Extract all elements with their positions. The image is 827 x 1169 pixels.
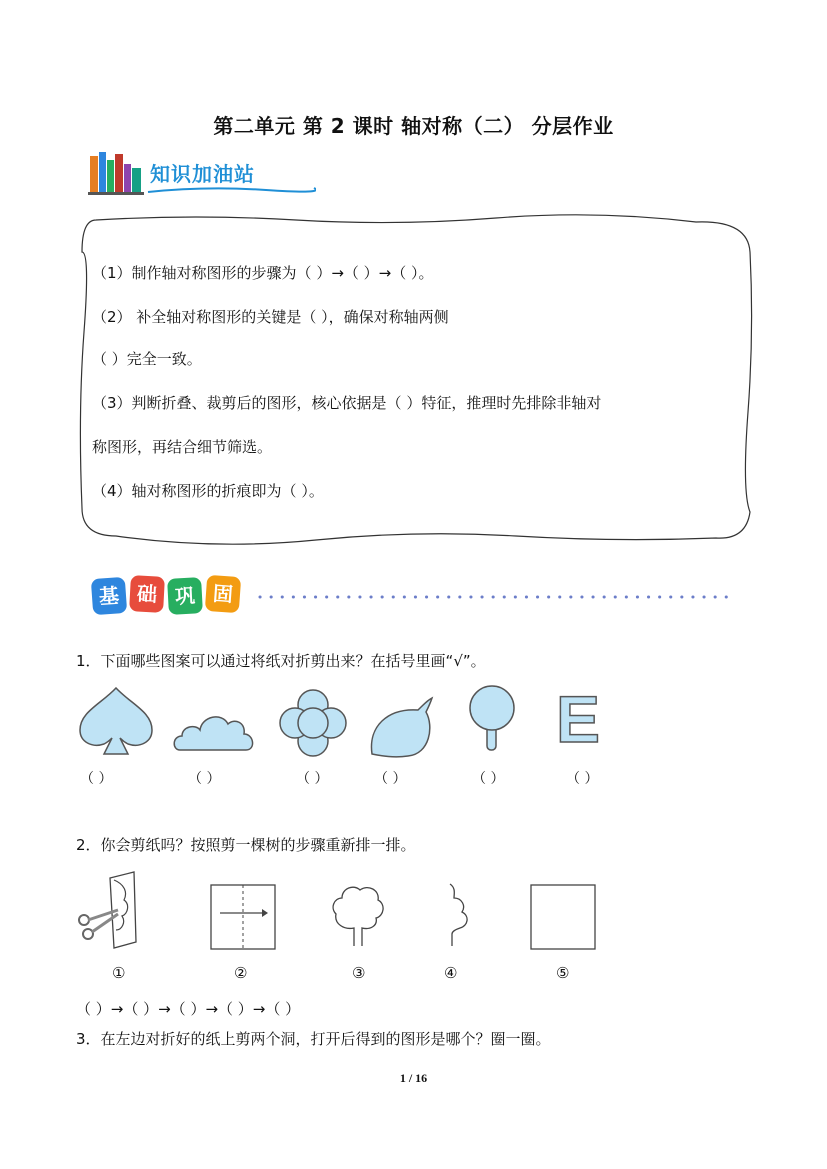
knowledge-line-6: （4）轴对称图形的折痕即为（ ）。 — [92, 482, 324, 500]
knowledge-line-5: 称图形，再结合细节筛选。 — [92, 438, 273, 456]
cloud-shape — [170, 706, 256, 756]
knowledge-line-1: （1）制作轴对称图形的步骤为（ ）→（ ）→（ ）。 — [92, 264, 434, 282]
banner-underline — [146, 184, 316, 196]
page-title: 第二单元 第 2 课时 轴对称（二） 分层作业 — [213, 114, 614, 138]
knowledge-banner — [88, 150, 318, 198]
half-tree-icon — [440, 882, 480, 948]
leaf-shape — [368, 696, 438, 760]
basics-tile-3: 巩 — [167, 577, 203, 615]
letter-e-shape: E — [556, 682, 601, 756]
basics-tile-4: 固 — [205, 575, 241, 613]
answer-paren-4[interactable]: （ ） — [374, 771, 407, 787]
knowledge-line-2: （2） 补全轴对称图形的关键是（ ），确保对称轴两侧 — [92, 308, 449, 326]
basics-banner — [88, 574, 748, 622]
books-icon — [88, 150, 144, 196]
step-label-1: ① — [112, 964, 126, 982]
step-label-2: ② — [234, 964, 248, 982]
step-label-3: ③ — [352, 964, 366, 982]
answer-paren-2[interactable]: （ ） — [188, 771, 221, 787]
folded-paper-icon — [210, 884, 276, 950]
tree-shape — [462, 684, 522, 754]
knowledge-banner-text: 知识加油站 — [150, 162, 255, 186]
scissors-cutting-icon — [74, 870, 150, 950]
question-2: 2．你会剪纸吗？按照剪一棵树的步骤重新排一排。 — [76, 836, 416, 854]
question-3: 3．在左边对折好的纸上剪两个洞，打开后得到的图形是哪个？圈一圈。 — [76, 1030, 551, 1048]
question-1: 1．下面哪些图案可以通过将纸对折剪出来？在括号里画“√”。 — [76, 652, 486, 670]
answer-paren-6[interactable]: （ ） — [566, 771, 599, 787]
knowledge-line-4: （3）判断折叠、裁剪后的图形，核心依据是（ ）特征，推理时先排除非轴对 — [92, 394, 602, 412]
step-sequence-answer[interactable]: （ ）→（ ）→（ ）→（ ）→（ ） — [76, 1000, 301, 1018]
knowledge-line-3: （ ）完全一致。 — [92, 350, 202, 368]
step-label-4: ④ — [444, 964, 458, 982]
step-label-5: ⑤ — [556, 964, 570, 982]
spade-shape — [76, 684, 156, 756]
answer-paren-1[interactable]: （ ） — [80, 771, 113, 787]
square-paper-icon — [530, 884, 596, 950]
basics-tile-1: 基 — [91, 577, 127, 615]
answer-paren-3[interactable]: （ ） — [296, 771, 329, 787]
flower-shape — [278, 688, 348, 758]
basics-tile-2: 础 — [129, 575, 165, 613]
dotted-line — [258, 592, 738, 602]
page-number: 1 / 16 — [399, 1071, 428, 1085]
tree-outline-icon — [328, 882, 388, 948]
answer-paren-5[interactable]: （ ） — [472, 771, 505, 787]
